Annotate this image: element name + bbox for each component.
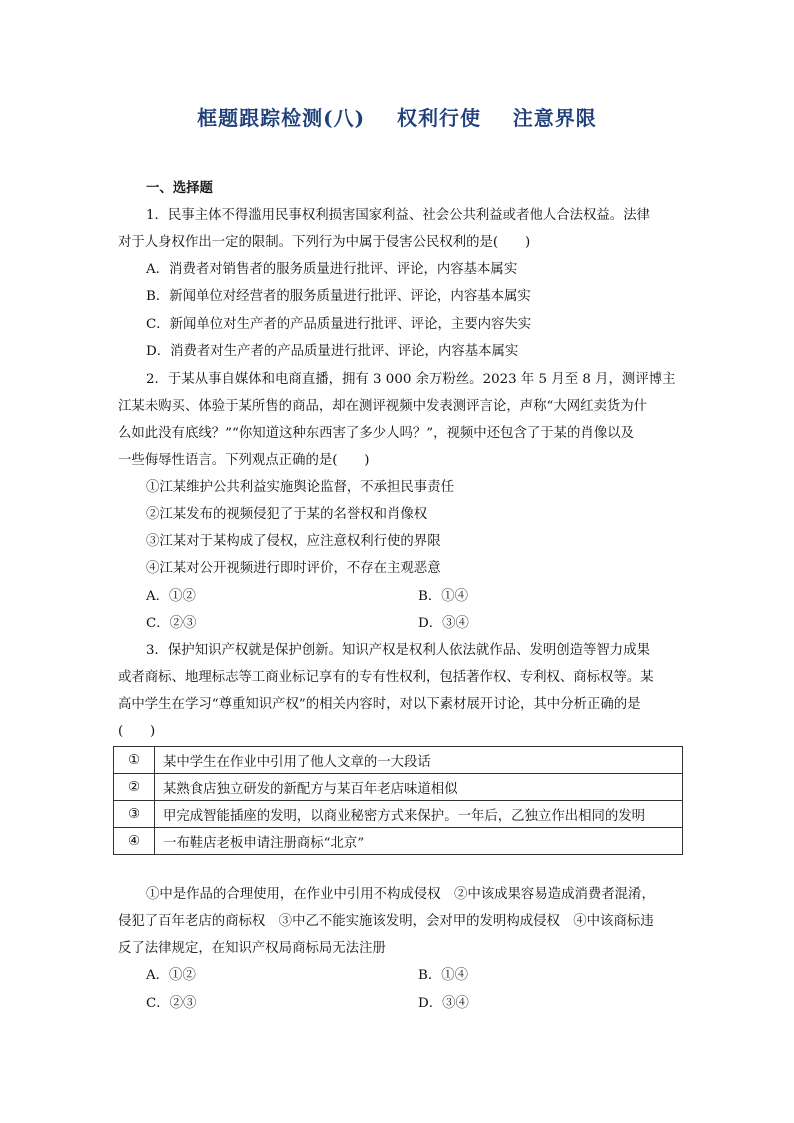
q3-answer-d: D．③④ [418,996,469,1011]
q2-statement-3: ③江某对于某构成了侵权，应注意权利行使的界限 [146,534,441,549]
q2-stem-line-2: 江某未购买、体验于某所售的商品，却在测评视频中发表测评言论，声称“大网红卖货为什 [118,399,648,414]
row-number: ① [114,747,155,774]
q2-answer-a: A．①② [146,589,196,604]
row-number: ② [114,774,155,801]
row-text: 一布鞋店老板申请注册商标“北京” [155,828,683,855]
q3-material-table [113,746,683,855]
q2-stem-line-4: 一些侮辱性语言。下列观点正确的是( ) [118,453,370,468]
table-row [114,801,683,828]
q3-analysis-line-3: 反了法律规定，在知识产权局商标局无法注册 [118,941,386,956]
q1-stem-line-2: 对于人身权作出一定的限制。下列行为中属于侵害公民权利的是( ) [118,235,531,250]
q2-answer-c: C．②③ [146,616,197,631]
q1-option-d: D．消费者对生产者的产品质量进行批评、评论，内容基本属实 [146,344,519,359]
q3-answer-a: A．①② [146,968,196,983]
row-text: 甲完成智能插座的发明，以商业秘密方式来保护。一年后，乙独立作出相同的发明 [155,801,683,828]
q1-stem-line-1: 1．民事主体不得滥用民事权利损害国家利益、社会公共利益或者他人合法权益。法律 [146,208,650,223]
q2-statement-4: ④江某对公开视频进行即时评价，不存在主观恶意 [146,561,441,576]
q2-stem-line-1: 2．于某从事自媒体和电商直播，拥有 3 000 余万粉丝。2023 年 5 月至 8 月，测评博主 [146,372,676,387]
q2-statement-2: ②江某发布的视频侵犯了于某的名誉权和肖像权 [146,507,428,522]
q1-option-c: C．新闻单位对生产者的产品质量进行批评、评论，主要内容失实 [146,317,532,332]
q2-answer-d: D．③④ [418,616,469,631]
q3-answer-b: B．①④ [418,968,469,983]
q2-answer-b: B．①④ [418,589,469,604]
q3-stem-line-4: ( ) [118,724,156,739]
q1-option-a: A．消费者对销售者的服务质量进行批评、评论，内容基本属实 [146,262,518,277]
row-text: 某中学生在作业中引用了他人文章的一大段话 [155,747,683,774]
row-number: ③ [114,801,155,828]
section-heading: 一、选择题 [146,180,213,196]
page-title: 框题跟踪检测(八) 权利行使 注意界限 [197,106,597,130]
q1-option-b: B．新闻单位对经营者的服务质量进行批评、评论，内容基本属实 [146,289,531,304]
row-text: 某熟食店独立研发的新配方与某百年老店味道相似 [155,774,683,801]
q2-stem-line-3: 么如此没有底线？”“你知道这种东西害了多少人吗？”，视频中还包含了于某的肖像以及 [118,426,634,441]
q3-stem-line-2: 或者商标、地理标志等工商业标记享有的专有性权利，包括著作权、专利权、商标权等。某 [118,670,654,685]
q3-answer-c: C．②③ [146,996,197,1011]
table-row [114,774,683,801]
table-row [114,747,683,774]
row-number: ④ [114,828,155,855]
q3-stem-line-1: 3．保护知识产权就是保护创新。知识产权是权利人依法就作品、发明创造等智力成果 [146,643,650,658]
q3-stem-line-3: 高中学生在学习“尊重知识产权”的相关内容时，对以下素材展开讨论，其中分析正确的是 [118,697,641,712]
q3-analysis-line-2: 侵犯了百年老店的商标权 ③中乙不能实施该发明，会对甲的发明构成侵权 ④中该商标违 [118,914,654,929]
table-row [114,828,683,855]
q3-analysis-line-1: ①中是作品的合理使用，在作业中引用不构成侵权 ②中该成果容易造成消费者混淆， [146,887,655,902]
q2-statement-1: ①江某维护公共利益实施舆论监督，不承担民事责任 [146,480,454,495]
